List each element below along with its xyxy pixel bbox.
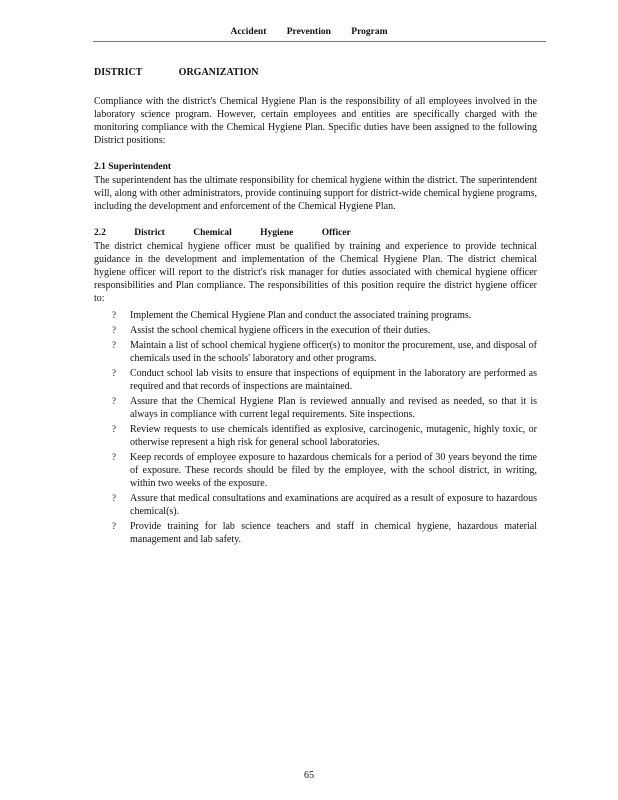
list-item-text: Implement the Chemical Hygiene Plan and conduct the associated training programs. [130,310,472,321]
intro-paragraph: Compliance with the district's Chemical Hygiene Plan is the responsibility of all employees involved in the laboratory science program. However, certain employees and entities are specifically charged with the monitoring compliance with the Chemical Hygiene Plan. Specific duties have been assigned to the following District positions: [94,96,537,146]
section-heading: 2.2 District Chemical Hygiene Officer [94,228,351,238]
section-body: The superintendent has the ultimate responsibility for chemical hygiene within the district. The superintendent will, along with other administrators, provide continuing support for district-wide chemical hygiene programs, including the development and enforcement of the Chemical Hygiene Plan. [94,175,537,212]
bullet-marker: ? [112,396,116,406]
list-item [94,520,537,546]
page-title: DISTRICT ORGANIZATION [94,67,259,78]
list-item [94,451,537,490]
running-header: Accident Prevention Program [230,27,388,37]
document-body [94,62,537,560]
bullet-marker: ? [112,493,116,503]
bullet-marker: ? [112,325,116,335]
list-item [94,423,537,449]
list-item-text: Assist the school chemical hygiene officers in the execution of their duties. [130,325,431,336]
section-heading: 2.1 Superintendent [94,162,172,172]
section-chemical-hygiene-officer [94,227,537,546]
list-item-text: Conduct school lab visits to ensure that inspections of equipment in the laboratory are performed as required and that records of inspections are maintained. [130,368,537,392]
list-item [94,395,537,421]
list-item-text: Provide training for lab science teachers and staff in chemical hygiene, hazardous material management and lab safety. [130,521,537,545]
list-item [94,367,537,393]
header-divider [93,41,546,42]
page-number: 65 [304,770,314,781]
list-item [94,339,537,365]
list-item-text: Assure that the Chemical Hygiene Plan is reviewed annually and revised as needed, so that it is always in compliance with current legal requirements. Site inspections. [130,396,537,420]
list-item-text: Assure that medical consultations and examinations are acquired as a result of exposure to hazardous chemical(s). [130,493,537,517]
section-body: The district chemical hygiene officer must be qualified by training and experience to provide technical guidance in the development and implementation of the Chemical Hygiene Plan. The district chemical hygiene officer will report to the district's risk manager for duties associated with chemical hygiene officer responsibilities and Plan compliance. The responsibilities of this position require the district hygiene officer to: [94,241,537,304]
list-item [94,309,537,322]
list-item-text: Keep records of employee exposure to hazardous chemicals for a period of 30 years beyond the time of exposure. These records should be filed by the employee, with the school district, in writing, within two weeks of the exposure. [130,452,537,489]
list-item [94,324,537,337]
bullet-marker: ? [112,521,116,531]
bullet-marker: ? [112,368,116,378]
list-item [94,492,537,518]
bullet-marker: ? [112,424,116,434]
bullet-marker: ? [112,452,116,462]
bullet-marker: ? [112,310,116,320]
duties-list [94,309,537,546]
list-item-text: Maintain a list of school chemical hygiene officer(s) to monitor the procurement, use, and disposal of chemicals used in the schools' laboratory and other programs. [130,340,537,364]
bullet-marker: ? [112,340,116,350]
list-item-text: Review requests to use chemicals identified as explosive, carcinogenic, mutagenic, highly toxic, or otherwise represent a high risk for general school laboratories. [130,424,537,448]
section-superintendent [94,161,537,213]
